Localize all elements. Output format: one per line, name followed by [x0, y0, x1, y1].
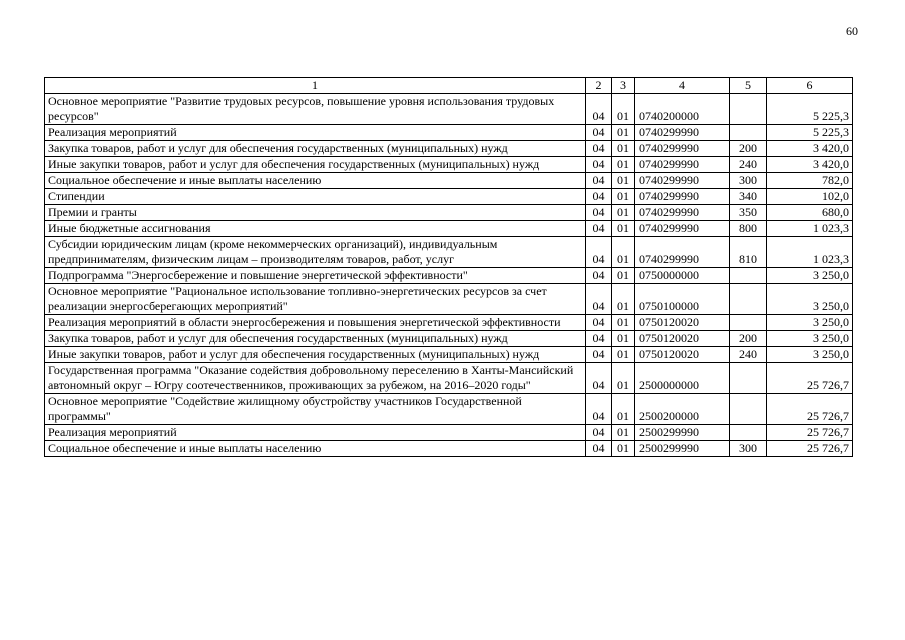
cell-subsection: 01: [612, 141, 635, 157]
cell-target-article: 2500299990: [635, 425, 730, 441]
table-row: [45, 205, 853, 221]
cell-name: Реализация мероприятий: [45, 425, 586, 441]
cell-section: 04: [586, 315, 612, 331]
cell-amount: 25 726,7: [767, 394, 853, 425]
cell-name: Реализация мероприятий в области энергосбережения и повышения энергетической эффективности: [45, 315, 586, 331]
cell-name: Субсидии юридическим лицам (кроме некоммерческих организаций), индивидуальным предпринимателям, физическим лицам – производителям товаров, работ, услуг: [45, 237, 586, 268]
cell-amount: 3 250,0: [767, 347, 853, 363]
table-row: [45, 394, 853, 425]
cell-section: 04: [586, 441, 612, 457]
table-row: [45, 284, 853, 315]
cell-amount: 25 726,7: [767, 425, 853, 441]
cell-expense-type: 200: [730, 331, 767, 347]
table-row: [45, 363, 853, 394]
cell-amount: 1 023,3: [767, 237, 853, 268]
cell-target-article: 0750000000: [635, 268, 730, 284]
cell-expense-type: [730, 315, 767, 331]
cell-section: 04: [586, 268, 612, 284]
cell-target-article: 2500200000: [635, 394, 730, 425]
cell-section: 04: [586, 157, 612, 173]
page-number: 60: [846, 24, 858, 38]
cell-name: Государственная программа "Оказание содействия добровольному переселению в Ханты-Мансийский автономный округ – Югру соотечественников, проживающих за рубежом, на 2016–2020 годы": [45, 363, 586, 394]
cell-section: 04: [586, 205, 612, 221]
cell-target-article: 0740200000: [635, 94, 730, 125]
cell-subsection: 01: [612, 315, 635, 331]
cell-amount: 1 023,3: [767, 221, 853, 237]
cell-amount: 5 225,3: [767, 94, 853, 125]
cell-section: 04: [586, 394, 612, 425]
cell-subsection: 01: [612, 173, 635, 189]
cell-target-article: 2500000000: [635, 363, 730, 394]
cell-expense-type: [730, 268, 767, 284]
table-row: [45, 173, 853, 189]
cell-amount: 25 726,7: [767, 441, 853, 457]
table-row: [45, 94, 853, 125]
table-row: [45, 315, 853, 331]
table-row: [45, 221, 853, 237]
cell-target-article: 0750120020: [635, 315, 730, 331]
cell-expense-type: [730, 125, 767, 141]
cell-subsection: 01: [612, 94, 635, 125]
cell-amount: 3 250,0: [767, 284, 853, 315]
table-row: [45, 141, 853, 157]
cell-subsection: 01: [612, 331, 635, 347]
header-cell: 2: [586, 78, 612, 94]
cell-subsection: 01: [612, 268, 635, 284]
cell-expense-type: 340: [730, 189, 767, 205]
cell-section: 04: [586, 173, 612, 189]
cell-target-article: 0740299990: [635, 205, 730, 221]
cell-section: 04: [586, 425, 612, 441]
header-cell: 1: [45, 78, 586, 94]
cell-amount: 5 225,3: [767, 125, 853, 141]
cell-section: 04: [586, 125, 612, 141]
cell-subsection: 01: [612, 347, 635, 363]
cell-expense-type: [730, 94, 767, 125]
table-row: [45, 425, 853, 441]
cell-subsection: 01: [612, 363, 635, 394]
cell-subsection: 01: [612, 237, 635, 268]
cell-amount: 3 420,0: [767, 157, 853, 173]
cell-subsection: 01: [612, 221, 635, 237]
cell-target-article: 0740299990: [635, 173, 730, 189]
cell-amount: 680,0: [767, 205, 853, 221]
cell-expense-type: 240: [730, 157, 767, 173]
cell-expense-type: 300: [730, 173, 767, 189]
cell-expense-type: 350: [730, 205, 767, 221]
cell-name: Иные закупки товаров, работ и услуг для обеспечения государственных (муниципальных) нужд: [45, 157, 586, 173]
cell-section: 04: [586, 237, 612, 268]
cell-target-article: 0750120020: [635, 347, 730, 363]
cell-expense-type: [730, 425, 767, 441]
cell-name: Иные бюджетные ассигнования: [45, 221, 586, 237]
cell-section: 04: [586, 363, 612, 394]
cell-name: Подпрограмма "Энергосбережение и повышение энергетической эффективности": [45, 268, 586, 284]
cell-name: Основное мероприятие "Рациональное использование топливно-энергетических ресурсов за счет реализации энергосберегающих мероприятий": [45, 284, 586, 315]
table-row: [45, 125, 853, 141]
table-row: [45, 157, 853, 173]
cell-section: 04: [586, 141, 612, 157]
table-row: [45, 237, 853, 268]
cell-expense-type: [730, 284, 767, 315]
cell-subsection: 01: [612, 441, 635, 457]
cell-section: 04: [586, 331, 612, 347]
cell-target-article: 2500299990: [635, 441, 730, 457]
cell-expense-type: [730, 363, 767, 394]
cell-target-article: 0740299990: [635, 125, 730, 141]
cell-amount: 102,0: [767, 189, 853, 205]
cell-amount: 782,0: [767, 173, 853, 189]
cell-subsection: 01: [612, 189, 635, 205]
cell-amount: 3 250,0: [767, 315, 853, 331]
cell-name: Стипендии: [45, 189, 586, 205]
cell-amount: 3 420,0: [767, 141, 853, 157]
header-cell: 4: [635, 78, 730, 94]
table-row: [45, 331, 853, 347]
table-row: [45, 268, 853, 284]
cell-amount: 25 726,7: [767, 363, 853, 394]
cell-name: Социальное обеспечение и иные выплаты населению: [45, 441, 586, 457]
cell-subsection: 01: [612, 425, 635, 441]
cell-target-article: 0750120020: [635, 331, 730, 347]
cell-amount: 3 250,0: [767, 331, 853, 347]
cell-subsection: 01: [612, 205, 635, 221]
cell-expense-type: 810: [730, 237, 767, 268]
cell-name: Социальное обеспечение и иные выплаты населению: [45, 173, 586, 189]
cell-subsection: 01: [612, 284, 635, 315]
cell-section: 04: [586, 284, 612, 315]
table-row: [45, 189, 853, 205]
cell-target-article: 0740299990: [635, 189, 730, 205]
cell-target-article: 0740299990: [635, 237, 730, 268]
budget-table: [44, 77, 853, 457]
header-cell: 6: [767, 78, 853, 94]
cell-expense-type: 200: [730, 141, 767, 157]
cell-name: Основное мероприятие "Содействие жилищному обустройству участников Государственной программы": [45, 394, 586, 425]
header-cell: 3: [612, 78, 635, 94]
cell-target-article: 0740299990: [635, 141, 730, 157]
cell-subsection: 01: [612, 394, 635, 425]
cell-target-article: 0740299990: [635, 221, 730, 237]
cell-target-article: 0740299990: [635, 157, 730, 173]
table-row: [45, 441, 853, 457]
cell-name: Закупка товаров, работ и услуг для обеспечения государственных (муниципальных) нужд: [45, 141, 586, 157]
table-header-row: [45, 78, 853, 94]
cell-name: Реализация мероприятий: [45, 125, 586, 141]
cell-name: Основное мероприятие "Развитие трудовых ресурсов, повышение уровня использования трудовых ресурсов": [45, 94, 586, 125]
cell-name: Иные закупки товаров, работ и услуг для обеспечения государственных (муниципальных) нужд: [45, 347, 586, 363]
cell-amount: 3 250,0: [767, 268, 853, 284]
cell-section: 04: [586, 189, 612, 205]
cell-section: 04: [586, 347, 612, 363]
header-cell: 5: [730, 78, 767, 94]
cell-expense-type: 240: [730, 347, 767, 363]
cell-name: Премии и гранты: [45, 205, 586, 221]
cell-subsection: 01: [612, 125, 635, 141]
cell-target-article: 0750100000: [635, 284, 730, 315]
cell-name: Закупка товаров, работ и услуг для обеспечения государственных (муниципальных) нужд: [45, 331, 586, 347]
cell-section: 04: [586, 221, 612, 237]
budget-table-body: [45, 78, 853, 457]
cell-section: 04: [586, 94, 612, 125]
cell-expense-type: 300: [730, 441, 767, 457]
cell-expense-type: 800: [730, 221, 767, 237]
cell-expense-type: [730, 394, 767, 425]
cell-subsection: 01: [612, 157, 635, 173]
table-row: [45, 347, 853, 363]
